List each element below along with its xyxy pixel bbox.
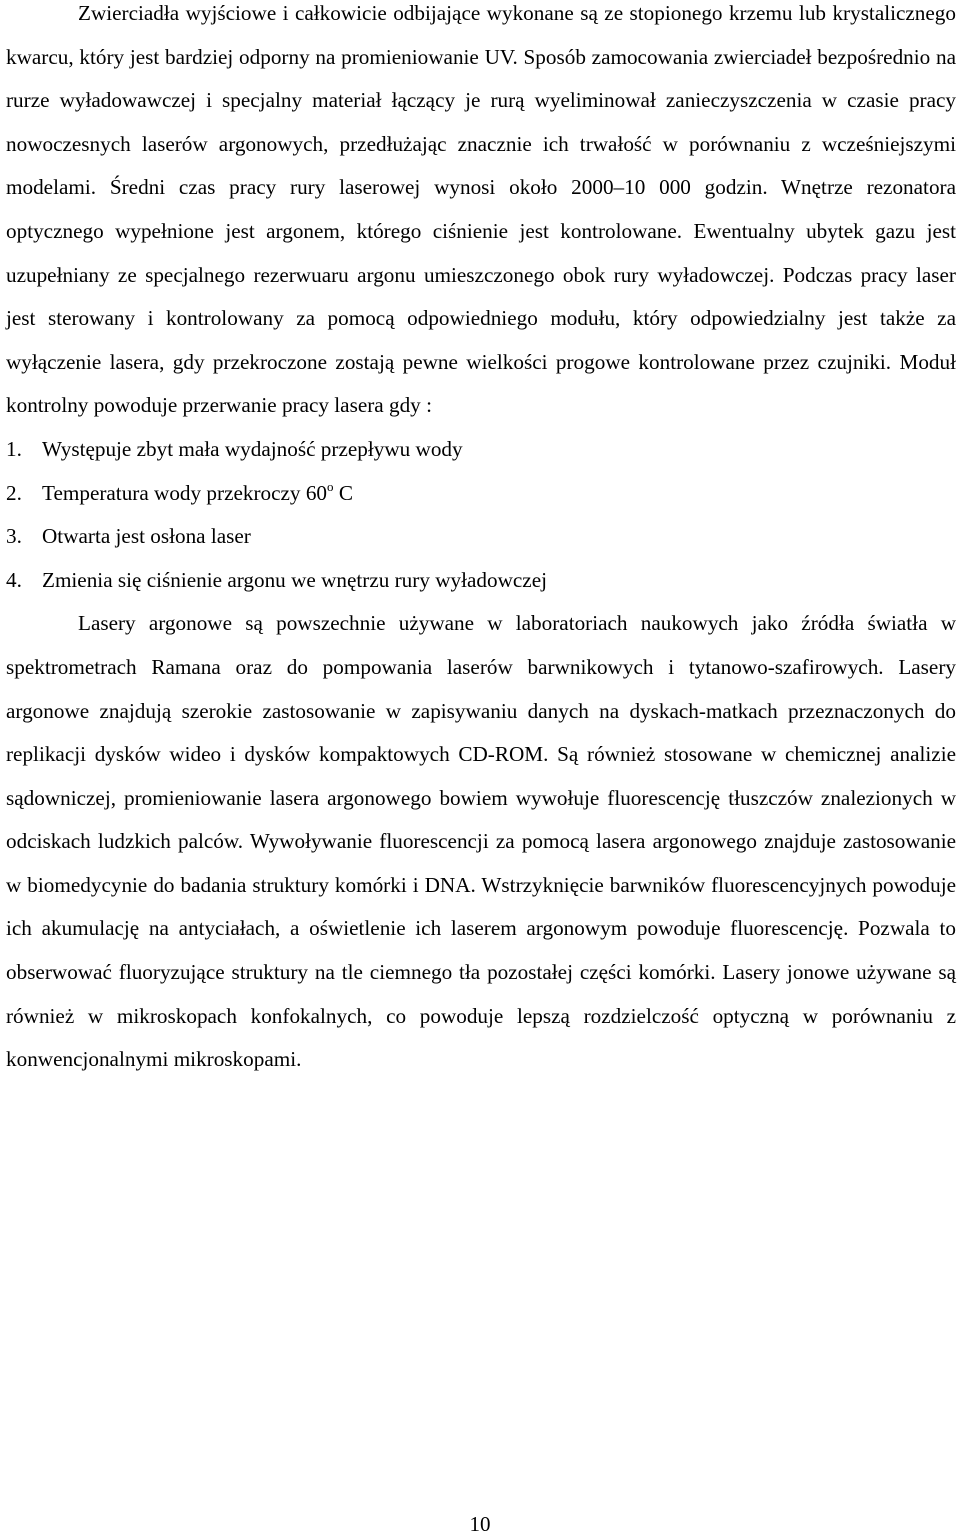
list-item xyxy=(6,472,956,516)
page-number: 10 xyxy=(469,1512,491,1536)
list-item-number: 1. xyxy=(6,436,22,461)
list-item-number: 3. xyxy=(6,524,22,549)
shutdown-conditions-list xyxy=(6,428,956,602)
paragraph-mirrors-control: Zwierciadła wyjściowe i całkowicie odbijające wykonane są ze stopionego krzemu lub krystalicznego kwarcu, który jest bardziej odporny na promieniowanie UV. Sposób zamocowania zwierciadeł bezpośrednio na rurze wyładowawczej i specjalny materiał łączący je rurą wyeliminował zanieczyszczenia w czasie pracy nowoczesnych laserów argonowych, przedłużając znacznie ich trwałość w porównaniu z wcześniejszymi modelami. Średni czas pracy rury laserowej wynosi około 2000–10 000 godzin. Wnętrze rezonatora optycznego wypełnione jest argonem, którego ciśnienie jest kontrolowane. Ewentualny ubytek gazu jest uzupełniany ze specjalnego rezerwuaru argonu umieszczonego obok rury wyładowczej. Podczas pracy laser jest sterowany i kontrolowany za pomocą odpowiedniego modułu, który odpowiedzialny jest także za wyłączenie lasera, gdy przekroczone zostają pewne wielkości progowe kontrolowane przez czujniki. Moduł kontrolny powoduje przerwanie pracy lasera gdy : xyxy=(6,1,956,418)
list-item-text: Zmienia się ciśnienie argonu we wnętrzu rury wyładowczej xyxy=(42,567,547,592)
list-item xyxy=(6,515,956,559)
list-item-number: 2. xyxy=(6,480,22,505)
list-item xyxy=(6,428,956,472)
list-item-text: Występuje zbyt mała wydajność przepływu wody xyxy=(42,436,463,461)
list-item xyxy=(6,559,956,603)
list-item-text: Otwarta jest osłona laser xyxy=(42,524,251,549)
document-page xyxy=(6,0,956,1082)
list-item-suffix: C xyxy=(333,480,353,505)
list-item-number: 4. xyxy=(6,567,22,592)
list-item-text: Temperatura wody przekroczy 60 xyxy=(42,480,328,505)
degree-superscript: o xyxy=(327,478,334,494)
paragraph-applications: Lasery argonowe są powszechnie używane w laboratoriach naukowych jako źródła światła w spektrometrach Ramana oraz do pompowania laserów barwnikowych i tytanowo-szafirowych. Lasery argonowe znajdują szerokie zastosowanie w zapisywaniu danych na dyskach-matkach przeznaczonych do replikacji dysków wideo i dysków kompaktowych CD-ROM. Są również stosowane w chemicznej analizie sądowniczej, promieniowanie lasera argonowego bowiem wywołuje fluorescencję tłuszczów znalezionych w odciskach ludzkich palców. Wywoływanie fluorescencji za pomocą lasera argonowego znajduje zastosowanie w biomedycynie do badania struktury komórki i DNA. Wstrzyknięcie barwników fluorescencyjnych powoduje ich akumulację na antyciałach, a oświetlenie ich laserem argonowym powoduje fluorescencję. Pozwala to obserwować fluoryzujące struktury na tle ciemnego tła pozostałej części komórki. Lasery jonowe używane są również w mikroskopach konfokalnych, co powoduje lepszą rozdzielczość optyczną w porównaniu z konwencjonalnymi mikroskopami. xyxy=(6,611,956,1072)
